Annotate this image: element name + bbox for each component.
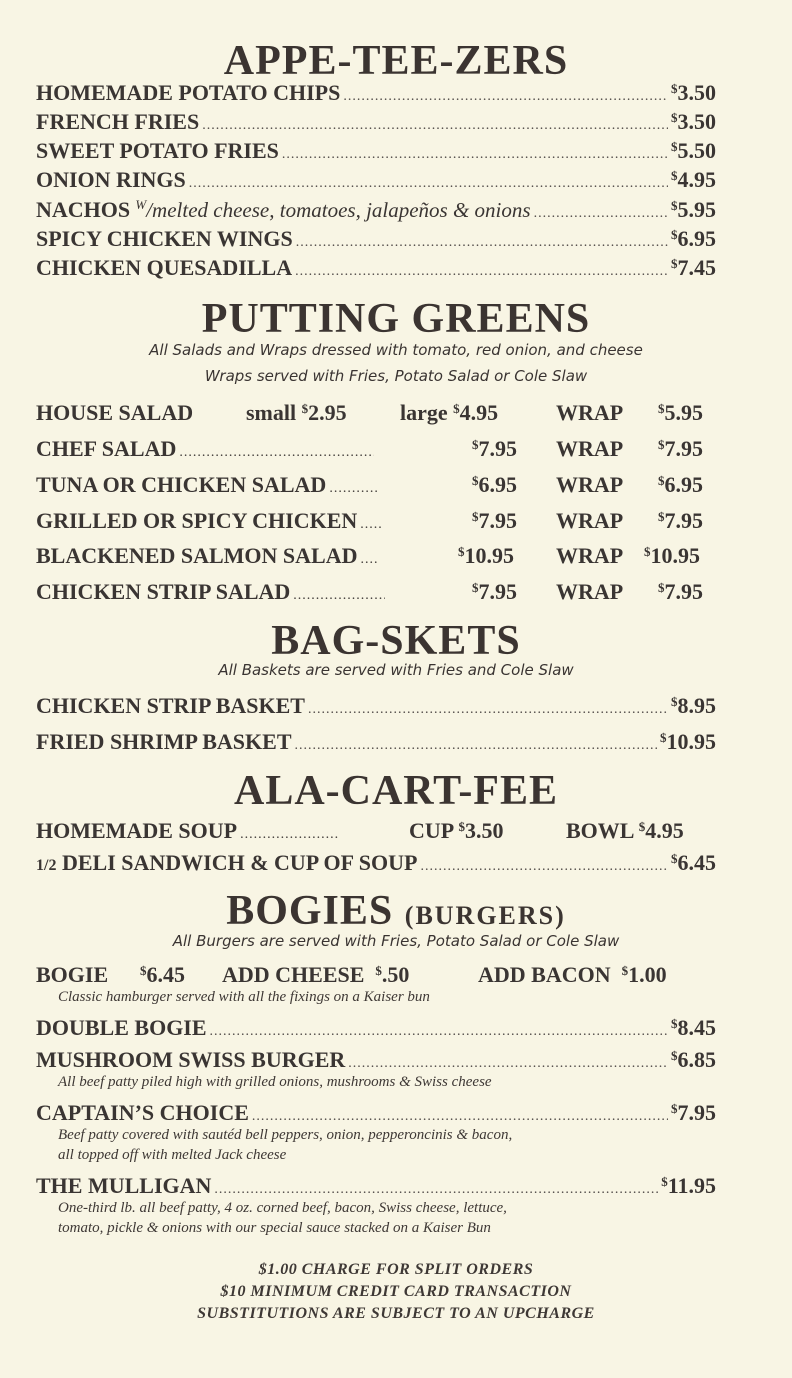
- wrap-price: $7.95: [658, 436, 703, 461]
- burgers-note: All Burgers are served with Fries, Potato Salad or Cole Slaw: [172, 932, 620, 950]
- add-cheese-price: ADD CHEESE $.50: [222, 962, 410, 987]
- item-description: $^W$/melted cheese, tomatoes, jalapeños & onions: [135, 197, 531, 222]
- menu-item: [36, 255, 716, 283]
- item-price: $6.95: [472, 472, 517, 497]
- menu-item: [36, 1015, 716, 1043]
- item-name: BOGIE: [36, 962, 109, 987]
- menu-item: [36, 138, 716, 166]
- item-price: $4.95: [671, 167, 716, 192]
- menu-item: [36, 1047, 716, 1075]
- burgers-title: BOGIES (BURGERS): [226, 888, 566, 934]
- footer-line: $10 MINIMUM CREDIT CARD TRANSACTION: [220, 1283, 572, 1300]
- menu-item: [36, 508, 716, 538]
- item-name: CHEF SALAD .....: [36, 436, 374, 462]
- footer-line: SUBSTITUTIONS ARE SUBJECT TO AN UPCHARGE: [197, 1305, 595, 1322]
- item-name: CHICKEN STRIP SALAD .....: [36, 579, 385, 605]
- wrap-label: WRAP: [556, 472, 624, 497]
- leader-dots: [348, 1056, 668, 1072]
- wrap-price: $5.95: [658, 400, 703, 425]
- menu-item: [36, 436, 716, 466]
- item-name: 1/2 DELI SANDWICH & CUP OF SOUP: [36, 850, 418, 875]
- item-price: $6.45: [671, 850, 716, 875]
- leader-dots: [534, 206, 668, 222]
- menu-item-soup: [36, 818, 716, 848]
- item-price: $7.95: [472, 436, 517, 461]
- item-description: Classic hamburger served with all the fixings on a Kaiser bun: [58, 989, 430, 1005]
- item-name: CAPTAIN’S CHOICE: [36, 1100, 249, 1125]
- item-description-cont: tomato, pickle & onions with our special sauce stacked on a Kaiser Bun: [58, 1220, 491, 1236]
- item-price: $3.50: [671, 109, 716, 134]
- leader-dots: [420, 859, 668, 875]
- leader-dots: [282, 147, 668, 163]
- item-name: FRENCH FRIES: [36, 109, 200, 134]
- item-price: $8.95: [671, 693, 716, 718]
- wrap-price: $6.95: [658, 472, 703, 497]
- menu-item: [36, 543, 716, 573]
- item-price: $7.95: [671, 1100, 716, 1125]
- burgers-subtitle: (BURGERS): [404, 901, 566, 930]
- baskets-note: All Baskets are served with Fries and Cole Slaw: [218, 661, 574, 679]
- item-price: $10.95: [660, 729, 716, 754]
- wrap-price: $7.95: [658, 508, 703, 533]
- item-name: MUSHROOM SWISS BURGER: [36, 1047, 346, 1072]
- item-name: FRIED SHRIMP BASKET: [36, 729, 292, 754]
- menu-item: [36, 1173, 716, 1201]
- menu-item: [36, 1100, 716, 1128]
- bowl-price: BOWL $4.95: [566, 818, 684, 843]
- item-price: $7.95: [472, 508, 517, 533]
- baskets-title: BAG-SKETS: [271, 618, 521, 664]
- item-name: CHICKEN STRIP BASKET: [36, 693, 305, 718]
- menu-item: [36, 197, 716, 225]
- menu-item: [36, 693, 716, 721]
- wrap-label: WRAP: [556, 436, 624, 461]
- item-price: $5.95: [671, 197, 716, 222]
- item-name: ONION RINGS: [36, 167, 186, 192]
- menu-item: [36, 109, 716, 137]
- alacarte-title: ALA-CART-FEE: [233, 768, 558, 814]
- item-description: One-third lb. all beef patty, 4 oz. corned beef, bacon, Swiss cheese, lettuce,: [58, 1200, 507, 1216]
- item-price: $8.45: [671, 1015, 716, 1040]
- leader-dots: [214, 1182, 658, 1198]
- item-description-cont: all topped off with melted Jack cheese: [58, 1147, 287, 1163]
- leader-dots: [252, 1109, 668, 1125]
- leader-dots: [295, 264, 668, 280]
- item-price: $3.50: [671, 80, 716, 105]
- menu-item: [36, 226, 716, 254]
- leader-dots: [210, 1024, 668, 1040]
- item-name: GRILLED OR SPICY CHICKEN .....: [36, 508, 382, 534]
- add-bacon-price: ADD BACON $1.00: [478, 962, 667, 987]
- menu-item: [36, 729, 716, 757]
- appetizers-title: APPE-TEE-ZERS: [223, 38, 569, 84]
- item-name: BLACKENED SALMON SALAD .....: [36, 543, 377, 569]
- leader-dots: [308, 702, 668, 718]
- item-price: $10.95: [458, 543, 514, 568]
- menu-item-house-salad: [36, 400, 716, 430]
- item-price: $6.45: [140, 962, 185, 987]
- leader-dots: [189, 176, 668, 192]
- item-price: $7.95: [472, 579, 517, 604]
- small-price: small $2.95: [246, 400, 347, 425]
- cup-price: CUP $3.50: [409, 818, 504, 843]
- item-name: HOMEMADE POTATO CHIPS: [36, 80, 341, 105]
- item-name: NACHOS: [36, 197, 131, 222]
- leader-dots: [202, 118, 668, 134]
- leader-dots: [295, 738, 658, 754]
- item-price: $6.85: [671, 1047, 716, 1072]
- item-name: DOUBLE BOGIE: [36, 1015, 207, 1040]
- menu-item: [36, 850, 716, 878]
- menu-item: [36, 472, 716, 502]
- menu-item: [36, 80, 716, 108]
- item-name: SWEET POTATO FRIES: [36, 138, 279, 163]
- item-name: SPICY CHICKEN WINGS: [36, 226, 293, 251]
- item-name: TUNA OR CHICKEN SALAD .....: [36, 472, 377, 498]
- wrap-label: WRAP: [556, 508, 624, 533]
- item-name: HOUSE SALAD: [36, 400, 194, 425]
- wrap-price: $7.95: [658, 579, 703, 604]
- large-price: large $4.95: [400, 400, 499, 425]
- footer-line: $1.00 CHARGE FOR SPLIT ORDERS: [258, 1261, 534, 1278]
- wrap-price: $10.95: [644, 543, 700, 568]
- item-price: $5.50: [671, 138, 716, 163]
- wrap-label: WRAP: [556, 400, 624, 425]
- item-price: $7.45: [671, 255, 716, 280]
- item-name: CHICKEN QUESADILLA: [36, 255, 293, 280]
- item-name: THE MULLIGAN: [36, 1173, 212, 1198]
- wrap-label: WRAP: [556, 579, 624, 604]
- menu-item: [36, 579, 716, 609]
- leader-dots: [343, 89, 668, 105]
- footer-notes: [0, 1259, 792, 1325]
- wrap-label: WRAP: [556, 543, 624, 568]
- item-price: $6.95: [671, 226, 716, 251]
- item-price: $11.95: [661, 1173, 716, 1198]
- greens-title: PUTTING GREENS: [201, 296, 591, 342]
- item-name: HOMEMADE SOUP .....: [36, 818, 338, 844]
- item-description: All beef patty piled high with grilled onions, mushrooms & Swiss cheese: [58, 1074, 492, 1090]
- greens-note: All Salads and Wraps dressed with tomato, red onion, and cheese: [149, 341, 643, 359]
- leader-dots: [296, 235, 668, 251]
- greens-note-wraps: Wraps served with Fries, Potato Salad or Cole Slaw: [204, 367, 588, 385]
- item-description: Beef patty covered with sautéd bell peppers, onion, pepperoncinis & bacon,: [58, 1127, 513, 1143]
- menu-item: [36, 167, 716, 195]
